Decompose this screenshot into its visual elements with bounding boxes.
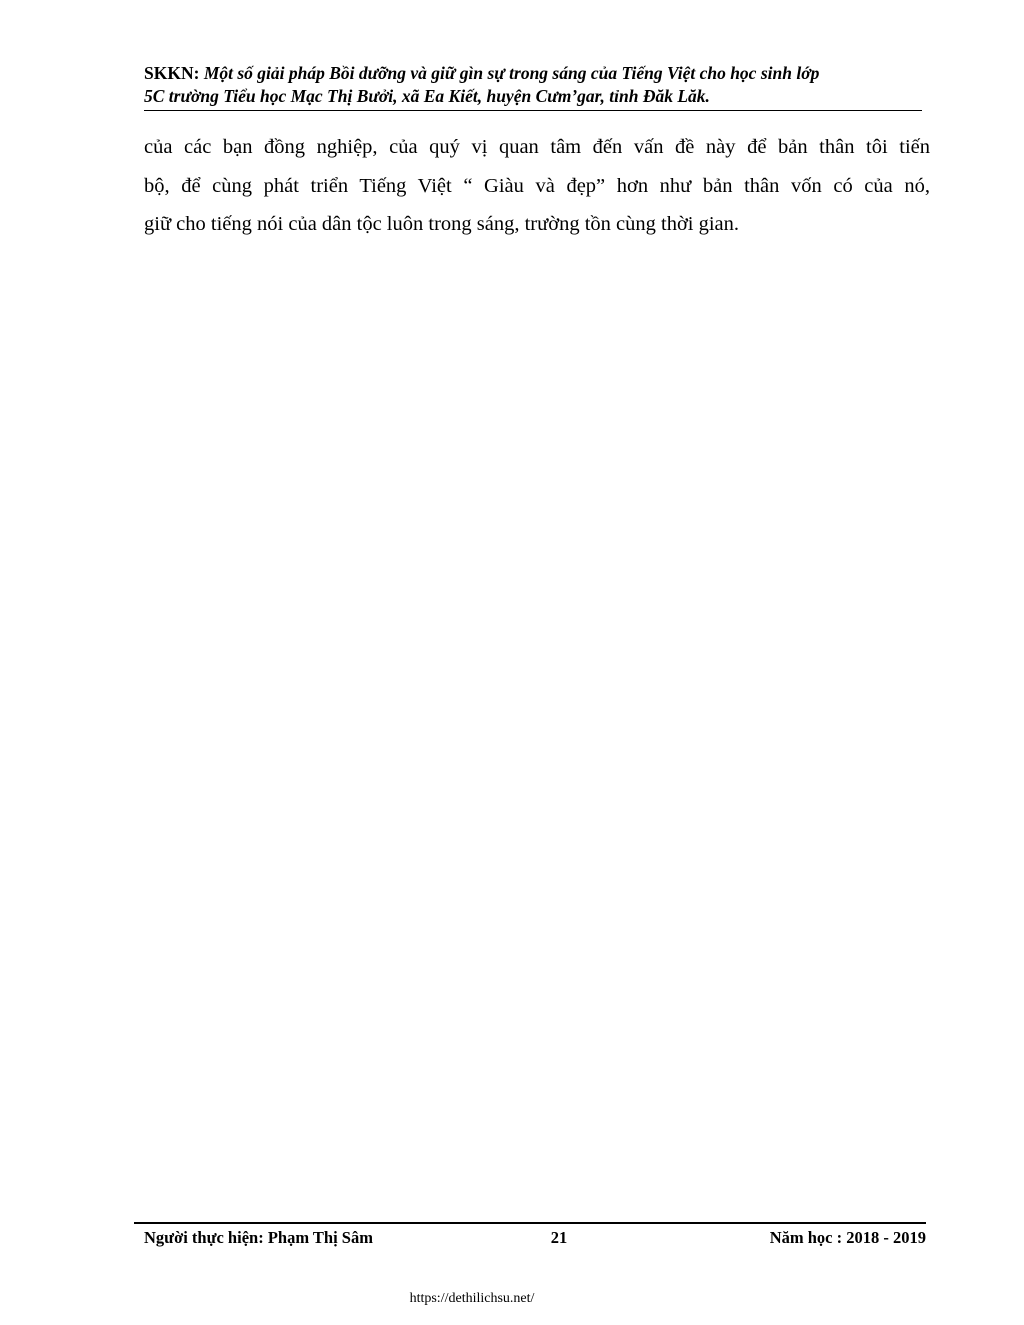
header-prefix: SKKN: — [144, 63, 200, 83]
footer-school-year: Năm học : 2018 - 2019 — [769, 1228, 926, 1247]
body-line-2: bộ, để cùng phát triển Tiếng Việt “ Giàu và đẹp” hơn như bản thân vốn có của nó, — [144, 174, 930, 197]
header-title-part-2: 5C trường Tiểu học Mạc Thị Bưởi, xã Ea Kiết, huyện Cưm’gar, tỉnh Đăk Lăk. — [144, 86, 710, 106]
body-paragraph — [144, 128, 930, 244]
header-divider — [144, 110, 922, 111]
header-title-part-1: Một số giải pháp Bồi dưỡng và giữ gìn sự trong sáng của Tiếng Việt cho học sinh lớp — [203, 63, 820, 83]
source-url-link[interactable]: https://dethilichsu.net/ — [409, 1291, 535, 1306]
body-line-1: của các bạn đồng nghiệp, của quý vị quan tâm đến vấn đề này để bản thân tôi tiến — [144, 136, 930, 158]
body-line-3: giữ cho tiếng nói của dân tộc luôn trong sáng, trường tồn cùng thời gian. — [144, 213, 740, 235]
page-header — [144, 62, 922, 108]
page-footer — [144, 1227, 926, 1249]
footer-divider — [134, 1222, 926, 1224]
page-number: 21 — [550, 1228, 568, 1247]
footer-author: Người thực hiện: Phạm Thị Sâm — [144, 1228, 373, 1247]
header-line-1 — [144, 62, 922, 85]
